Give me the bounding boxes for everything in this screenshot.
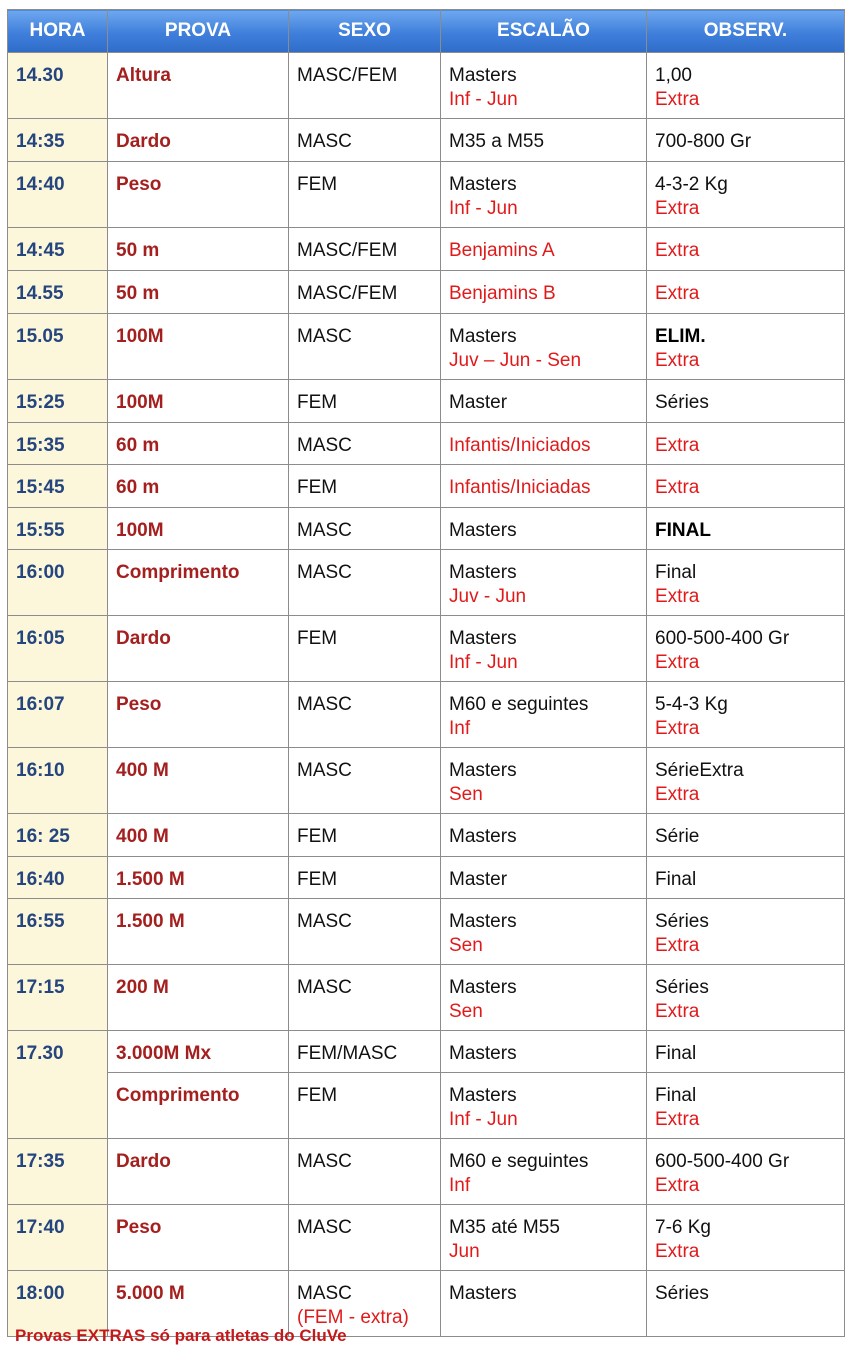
cell-hora: 15:55 [8, 508, 108, 550]
sexo-text: MASC [297, 562, 352, 583]
escalao-text: M60 e seguintes [449, 1151, 589, 1172]
cell-prova: Comprimento [108, 1073, 289, 1139]
cell-sexo [289, 1205, 441, 1271]
cell-prova: 50 m [108, 228, 289, 271]
table-row [8, 550, 845, 616]
cell-escalao [441, 1271, 647, 1337]
cell-observ [647, 899, 845, 965]
escalao-extra-text: Inf - Jun [449, 198, 518, 219]
cell-observ [647, 965, 845, 1031]
cell-escalao [441, 682, 647, 748]
cell-hora: 16: 25 [8, 814, 108, 857]
cell-sexo [289, 965, 441, 1031]
sexo-text: MASC [297, 911, 352, 932]
observ-extra-text: Extra [655, 283, 700, 304]
cell-sexo [289, 314, 441, 380]
cell-prova: 5.000 M [108, 1271, 289, 1337]
observ-text: ELIM. [655, 326, 706, 347]
cell-hora: 18:00 [8, 1271, 108, 1337]
cell-hora: 14:40 [8, 162, 108, 228]
header-hora: HORA [8, 10, 108, 53]
table-row [8, 616, 845, 682]
table-row [8, 1031, 845, 1073]
cell-hora: 15:45 [8, 465, 108, 508]
cell-observ [647, 616, 845, 682]
table-row [8, 508, 845, 550]
escalao-text: Masters [449, 977, 517, 998]
observ-extra-text: Extra [655, 89, 700, 110]
escalao-extra-text: Infantis/Iniciados [449, 435, 591, 456]
cell-escalao [441, 380, 647, 423]
observ-extra-text: Extra [655, 784, 700, 805]
cell-sexo [289, 465, 441, 508]
escalao-extra-text: Inf - Jun [449, 652, 518, 673]
cell-prova: 1.500 M [108, 857, 289, 899]
escalao-text: M35 a M55 [449, 131, 545, 152]
cell-hora: 17:15 [8, 965, 108, 1031]
cell-observ [647, 423, 845, 465]
cell-sexo [289, 162, 441, 228]
cell-escalao [441, 965, 647, 1031]
escalao-text: Masters [449, 760, 517, 781]
observ-extra-text: Extra [655, 1241, 700, 1262]
observ-extra-text: Extra [655, 240, 700, 261]
sexo-text: FEM [297, 392, 338, 413]
escalao-text: Masters [449, 911, 517, 932]
cell-escalao [441, 1073, 647, 1139]
sexo-text: MASC [297, 1217, 352, 1238]
sexo-text: FEM [297, 826, 338, 847]
header-sexo: SEXO [289, 10, 441, 53]
table-row [8, 119, 845, 162]
escalao-extra-text: Sen [449, 935, 483, 956]
cell-escalao [441, 748, 647, 814]
escalao-extra-text: Infantis/Iniciadas [449, 477, 591, 498]
cell-prova: 60 m [108, 465, 289, 508]
escalao-text: Masters [449, 65, 517, 86]
cell-prova: Dardo [108, 119, 289, 162]
observ-text: Séries [655, 392, 709, 413]
cell-observ [647, 271, 845, 314]
cell-prova: Peso [108, 682, 289, 748]
cell-observ [647, 550, 845, 616]
cell-escalao [441, 508, 647, 550]
sexo-text: MASC [297, 435, 352, 456]
cell-sexo [289, 228, 441, 271]
table-row [8, 1073, 845, 1139]
cell-prova: 200 M [108, 965, 289, 1031]
cell-sexo [289, 271, 441, 314]
cell-escalao [441, 857, 647, 899]
escalao-text: Masters [449, 1283, 517, 1304]
cell-escalao [441, 1031, 647, 1073]
cell-escalao [441, 271, 647, 314]
table-row [8, 1205, 845, 1271]
escalao-text: Masters [449, 1085, 517, 1106]
observ-text: 1,00 [655, 65, 692, 86]
observ-extra-text: Extra [655, 1109, 700, 1130]
observ-extra-text: Extra [655, 586, 700, 607]
table-row [8, 162, 845, 228]
observ-text: 700-800 Gr [655, 131, 752, 152]
cell-escalao [441, 899, 647, 965]
escalao-text: Master [449, 392, 508, 413]
cell-sexo [289, 899, 441, 965]
observ-extra-text: Extra [655, 198, 700, 219]
escalao-extra-text: Juv – Jun - Sen [449, 350, 582, 371]
sexo-text: FEM/MASC [297, 1043, 398, 1064]
cell-sexo [289, 53, 441, 119]
cell-prova: Altura [108, 53, 289, 119]
observ-text: SérieExtra [655, 760, 744, 781]
table-row [8, 423, 845, 465]
header-row [8, 10, 845, 53]
cell-observ [647, 1031, 845, 1073]
cell-escalao [441, 550, 647, 616]
cell-sexo [289, 682, 441, 748]
cell-observ [647, 119, 845, 162]
escalao-text: Masters [449, 326, 517, 347]
sexo-text: MASC [297, 694, 352, 715]
sexo-text: MASC/FEM [297, 240, 398, 261]
observ-extra-text: Extra [655, 1001, 700, 1022]
cell-prova: 400 M [108, 814, 289, 857]
cell-escalao [441, 1139, 647, 1205]
schedule-table [7, 9, 845, 1337]
observ-text: FINAL [655, 520, 711, 541]
cell-hora: 15:25 [8, 380, 108, 423]
escalao-text: Masters [449, 628, 517, 649]
cell-prova: 60 m [108, 423, 289, 465]
cell-hora: 14.30 [8, 53, 108, 119]
table-row [8, 271, 845, 314]
sexo-text: FEM [297, 477, 338, 498]
observ-extra-text: Extra [655, 652, 700, 673]
cell-sexo [289, 380, 441, 423]
cell-hora: 15:35 [8, 423, 108, 465]
observ-text: 600-500-400 Gr [655, 628, 790, 649]
cell-escalao [441, 228, 647, 271]
cell-observ [647, 162, 845, 228]
cell-observ [647, 682, 845, 748]
sexo-text: MASC [297, 520, 352, 541]
observ-text: Séries [655, 977, 709, 998]
cell-sexo [289, 508, 441, 550]
observ-text: 4-3-2 Kg [655, 174, 728, 195]
table-row [8, 857, 845, 899]
sexo-text: MASC [297, 1151, 352, 1172]
table-row [8, 53, 845, 119]
schedule-body [8, 53, 845, 1337]
table-row [8, 814, 845, 857]
observ-text: Série [655, 826, 700, 847]
escalao-text: Masters [449, 562, 517, 583]
cell-observ [647, 1271, 845, 1337]
sexo-extra-text: (FEM - extra) [297, 1307, 409, 1328]
observ-text: Final [655, 1043, 697, 1064]
table-row [8, 228, 845, 271]
cell-prova: Comprimento [108, 550, 289, 616]
header-observ: OBSERV. [647, 10, 845, 53]
cell-prova: 100M [108, 508, 289, 550]
observ-text: Séries [655, 1283, 709, 1304]
cell-prova: Peso [108, 1205, 289, 1271]
observ-extra-text: Extra [655, 935, 700, 956]
cell-prova: 50 m [108, 271, 289, 314]
footer-note: Provas EXTRAS só para atletas do CluVe [15, 1326, 347, 1345]
sexo-text: FEM [297, 628, 338, 649]
sexo-text: MASC [297, 131, 352, 152]
cell-prova: Peso [108, 162, 289, 228]
cell-escalao [441, 814, 647, 857]
escalao-extra-text: Inf [449, 718, 471, 739]
cell-escalao [441, 465, 647, 508]
sexo-text: MASC/FEM [297, 283, 398, 304]
observ-extra-text: Extra [655, 718, 700, 739]
observ-text: 7-6 Kg [655, 1217, 711, 1238]
escalao-text: M35 até M55 [449, 1217, 560, 1238]
escalao-text: M60 e seguintes [449, 694, 589, 715]
escalao-text: Masters [449, 1043, 517, 1064]
table-row [8, 965, 845, 1031]
cell-observ [647, 857, 845, 899]
cell-sexo [289, 119, 441, 162]
table-row [8, 1139, 845, 1205]
cell-hora: 14:35 [8, 119, 108, 162]
cell-prova: Dardo [108, 1139, 289, 1205]
escalao-text: Masters [449, 826, 517, 847]
cell-prova: 1.500 M [108, 899, 289, 965]
table-row [8, 748, 845, 814]
cell-hora: 17:35 [8, 1139, 108, 1205]
table-row [8, 899, 845, 965]
sexo-text: MASC [297, 977, 352, 998]
cell-sexo [289, 1073, 441, 1139]
observ-extra-text: Extra [655, 435, 700, 456]
escalao-extra-text: Inf - Jun [449, 89, 518, 110]
sexo-text: MASC [297, 326, 352, 347]
header-prova: PROVA [108, 10, 289, 53]
header-escalao: ESCALÃO [441, 10, 647, 53]
cell-sexo [289, 748, 441, 814]
cell-prova: 400 M [108, 748, 289, 814]
cell-observ [647, 465, 845, 508]
cell-hora: 16:00 [8, 550, 108, 616]
sexo-text: MASC/FEM [297, 65, 398, 86]
cell-sexo [289, 857, 441, 899]
observ-extra-text: Extra [655, 477, 700, 498]
cell-sexo [289, 814, 441, 857]
cell-escalao [441, 53, 647, 119]
cell-hora: 16:07 [8, 682, 108, 748]
observ-text: Final [655, 1085, 697, 1106]
escalao-extra-text: Inf [449, 1175, 471, 1196]
cell-observ [647, 314, 845, 380]
observ-text: Séries [655, 911, 709, 932]
cell-observ [647, 380, 845, 423]
cell-hora: 14.55 [8, 271, 108, 314]
table-row [8, 465, 845, 508]
sexo-text: MASC [297, 760, 352, 781]
escalao-text: Masters [449, 174, 517, 195]
escalao-text: Masters [449, 520, 517, 541]
observ-extra-text: Extra [655, 1175, 700, 1196]
observ-text: 5-4-3 Kg [655, 694, 728, 715]
cell-observ [647, 814, 845, 857]
cell-observ [647, 1205, 845, 1271]
table-row [8, 314, 845, 380]
escalao-extra-text: Benjamins A [449, 240, 555, 261]
cell-prova: Dardo [108, 616, 289, 682]
cell-observ [647, 1073, 845, 1139]
cell-hora: 16:10 [8, 748, 108, 814]
cell-observ [647, 228, 845, 271]
escalao-extra-text: Sen [449, 784, 483, 805]
observ-text: 600-500-400 Gr [655, 1151, 790, 1172]
cell-sexo [289, 550, 441, 616]
cell-escalao [441, 1205, 647, 1271]
cell-observ [647, 53, 845, 119]
observ-extra-text: Extra [655, 350, 700, 371]
table-row [8, 380, 845, 423]
cell-hora: 15.05 [8, 314, 108, 380]
escalao-extra-text: Sen [449, 1001, 483, 1022]
cell-sexo [289, 423, 441, 465]
cell-hora: 16:05 [8, 616, 108, 682]
sexo-text: FEM [297, 174, 338, 195]
cell-observ [647, 508, 845, 550]
cell-observ [647, 748, 845, 814]
cell-sexo [289, 1031, 441, 1073]
cell-prova: 100M [108, 314, 289, 380]
sexo-text: FEM [297, 869, 338, 890]
cell-hora: 14:45 [8, 228, 108, 271]
observ-text: Final [655, 562, 697, 583]
cell-escalao [441, 423, 647, 465]
cell-sexo [289, 616, 441, 682]
cell-hora: 16:40 [8, 857, 108, 899]
escalao-extra-text: Jun [449, 1241, 480, 1262]
escalao-text: Master [449, 869, 508, 890]
escalao-extra-text: Juv - Jun [449, 586, 527, 607]
cell-escalao [441, 162, 647, 228]
cell-prova: 100M [108, 380, 289, 423]
cell-hora: 17:40 [8, 1205, 108, 1271]
cell-observ [647, 1139, 845, 1205]
cell-hora: 16:55 [8, 899, 108, 965]
sexo-text: MASC [297, 1283, 352, 1304]
observ-text: Final [655, 869, 697, 890]
cell-prova: 3.000M Mx [108, 1031, 289, 1073]
escalao-extra-text: Benjamins B [449, 283, 556, 304]
cell-escalao [441, 119, 647, 162]
cell-escalao [441, 616, 647, 682]
escalao-extra-text: Inf - Jun [449, 1109, 518, 1130]
cell-sexo [289, 1139, 441, 1205]
table-row [8, 682, 845, 748]
cell-hora: 17.30 [8, 1031, 108, 1139]
sexo-text: FEM [297, 1085, 338, 1106]
cell-escalao [441, 314, 647, 380]
